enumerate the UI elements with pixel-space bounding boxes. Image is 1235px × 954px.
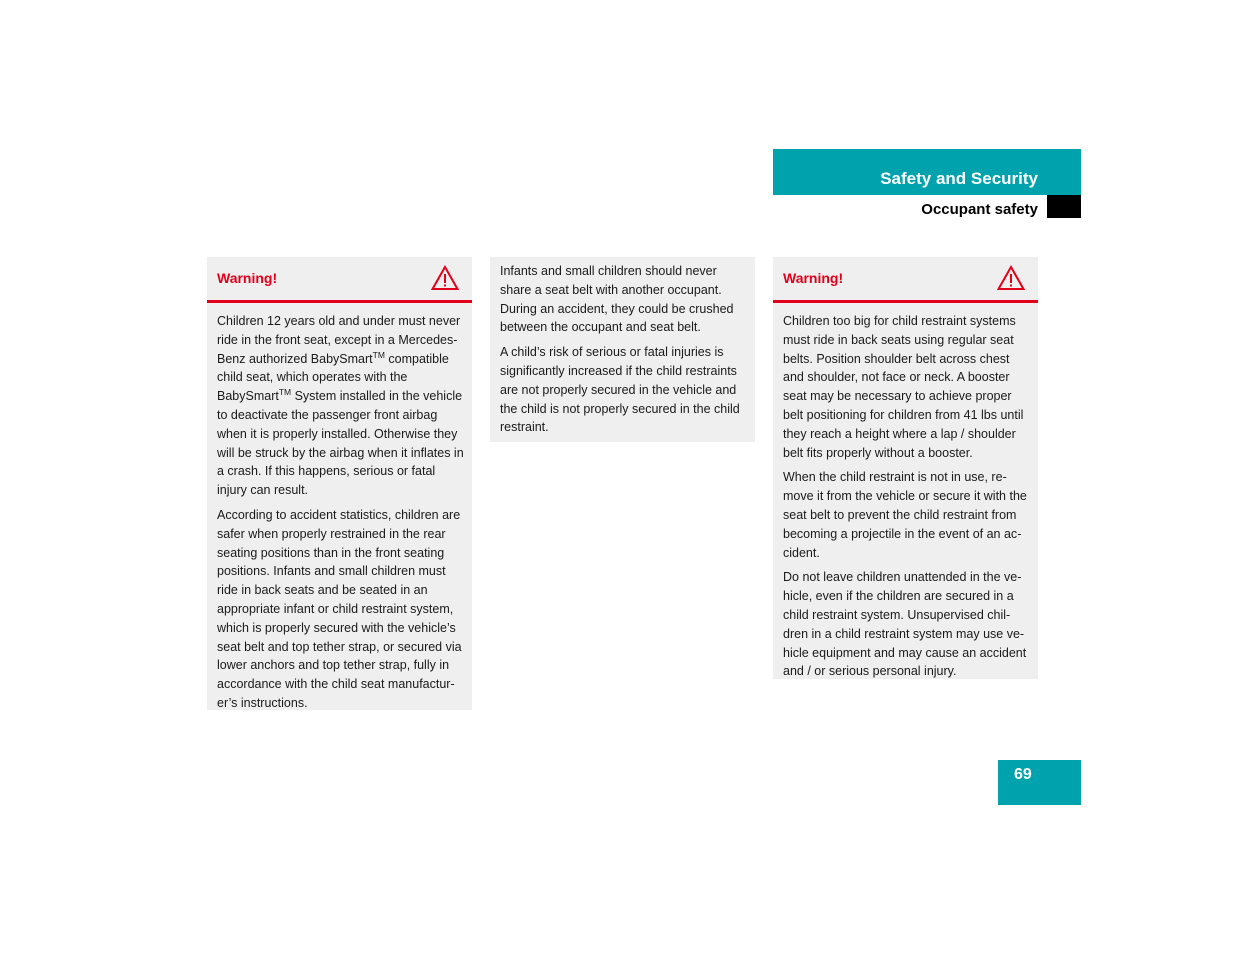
- text-span: compatible child seat, which operates with the BabySmart: [217, 351, 449, 404]
- warning-box-front-seat: [207, 257, 472, 710]
- trademark-superscript: TM: [372, 349, 385, 360]
- warning-paragraph: Children too big for child restraint systems must ride in back seats using regular seat belts. Position shoulder belt across chest and shoulder, not face or neck. A booster seat may be necessary to achieve proper belt positioning for children from 41 lbs until they reach a height where a lap / shoulder belt fits properly without a booster.: [783, 314, 1024, 460]
- info-paragraph: A child’s risk of serious or fatal injuries is significantly increased if the child restraints are not properly secured in the vehicle and the child is not properly secured in the child restraint.: [500, 345, 740, 435]
- warning-body: [773, 303, 1038, 689]
- subsection-title: Occupant safety: [921, 201, 1038, 218]
- section-header-band: [773, 149, 1081, 195]
- page-number-box: [998, 760, 1081, 805]
- info-box-seat-belt: [490, 257, 755, 442]
- section-title: Safety and Security: [880, 169, 1038, 188]
- warning-paragraph: Do not leave children unattended in the vehicle, even if the children are secured in a child restraint system. Unsupervised children in a child restraint system may use vehicle equipment and may cause an accident and / or serious personal injury.: [783, 570, 1027, 679]
- section-marker-block: [1047, 195, 1081, 218]
- warning-label: Warning!: [783, 270, 844, 286]
- info-paragraph: Infants and small children should never share a seat belt with another occupant. During an accident, they could be crushed between the occupant and seat belt.: [500, 264, 734, 335]
- trademark-superscript: TM: [278, 387, 292, 398]
- warning-body: [207, 303, 472, 721]
- info-body: [490, 257, 755, 445]
- warning-header: [207, 257, 472, 303]
- warning-triangle-icon: [997, 265, 1025, 291]
- warning-paragraph: According to accident statistics, children are safer when properly restrained in the rear seating positions than in the front seating positions. Infants and small children must ride in back seats and be seated in an appropriate infant or child restraint system, which is properly secured with the vehicle’s seat belt and top tether strap, or secured via lower anchors and top tether strap, fully in accordance with the child seat manufacturer’s instructions.: [217, 507, 462, 710]
- warning-paragraph: When the child restraint is not in use, remove it from the vehicle or secure it with the seat belt to prevent the child restraint from becoming a projectile in the event of an accident.: [783, 470, 1027, 560]
- warning-triangle-icon: [431, 265, 459, 291]
- text-span: Children 12 years old and under must never ride in the front seat, except in a Mercedes-Benz authorized BabySmart: [217, 314, 461, 366]
- warning-header: [773, 257, 1038, 303]
- warning-box-booster: [773, 257, 1038, 679]
- page-number: 69: [1014, 766, 1032, 783]
- text-span: System installed in the vehicle to deactivate the passenger front airbag when it is properly installed. Otherwise they will be struck by the airbag when it inflates in a crash. If this happens, serious or fatal injury can result.: [217, 389, 464, 498]
- warning-paragraph: [217, 312, 464, 500]
- warning-label: Warning!: [217, 270, 278, 286]
